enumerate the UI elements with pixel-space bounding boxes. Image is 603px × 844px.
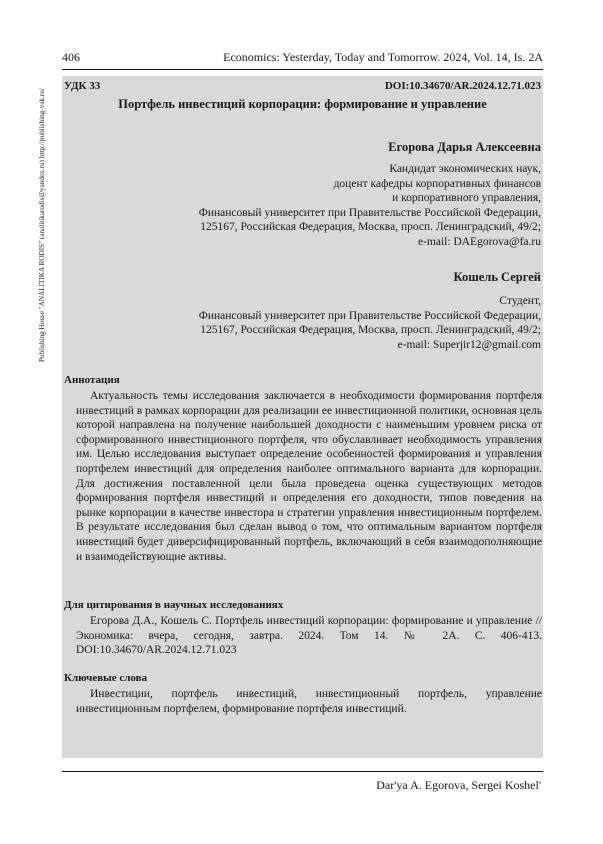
udk-label: УДК 33	[64, 80, 101, 92]
article-title: Портфель инвестиций корпорации: формирование и управление	[118, 97, 487, 111]
journal-header: Economics: Yesterday, Today and Tomorrow. 2024, Vol. 14, Is. 2A	[223, 50, 543, 64]
affiliation-line: Студент,	[499, 295, 541, 307]
abstract-heading: Аннотация	[64, 374, 120, 386]
affiliation-line: Финансовый университет при Правительстве Российской Федерации,	[198, 206, 541, 219]
author-email: e-mail: DAEgorova@fa.ru	[418, 235, 541, 248]
citation-text: Егорова Д.А., Кошель С. Портфель инвестиций корпорации: формирование и управление // Экономика: вчера, сегодня, завтра. 2024. Том 14. № 2А. С. 406-413. DOI:10.34670/AR.2024.12.71.023	[76, 615, 542, 657]
affiliation-line: и корпоративного управления,	[392, 192, 541, 205]
affiliation-line: 125167, Российская Федерация, Москва, просп. Ленинградский, 49/2;	[200, 221, 541, 234]
affiliation-line: Кандидат экономических наук,	[389, 163, 541, 175]
citation-heading: Для цитирования в научных исследованиях	[64, 599, 284, 611]
footer-authors: Dar'ya A. Egorova, Sergei Koshel'	[376, 778, 541, 792]
author-affiliation	[141, 294, 541, 352]
abstract-text: Актуальность темы исследования заключается в необходимости формирования портфеля инвестиций в рамках корпорации для реализации ее инвестиционной политики, основная цель которой направлена на получение наибольшей доходности с наименьшим уровнем риска от сформированного инвестиционного портфеля, что обуславливает необходимость управления им. Целью исследования выступает определение особенностей формирования и управления портфелем инвестиций для определения наиболее оптимального варианта для корпорации. Для достижения поставленной цели была проведена оценка существующих методов формирования портфеля инвестиций и определения его доходности, типов поведения на рынке корпорации в качестве инвестора и стратегии управления инвестиционным портфелем. В результате исследования был сделан вывод о том, что оптимальным вариантом портфеля инвестиций будет диверсифицированный портфель, включающий в себя взаимодополняющие и взаимодействующие активы.	[76, 390, 542, 563]
author-name: Егорова Дарья Алексеевна	[388, 140, 541, 154]
author-name: Кошель Сергей	[453, 270, 541, 284]
author-affiliation	[141, 162, 541, 250]
header-rule	[62, 69, 543, 70]
page-number: 406	[62, 50, 80, 64]
publisher-side-note: Publishing House "ANALITIKA RODIS" (analitikarodis@yandex.ru) http://publishing-vak.ru/	[38, 88, 46, 362]
affiliation-line: Финансовый университет при Правительстве Российской Федерации,	[198, 309, 541, 322]
keywords-text: Инвестиции, портфель инвестиций, инвестиционный портфель, управление инвестиционным портфелем, формирование портфеля инвестиций.	[76, 688, 542, 715]
keywords-heading: Ключевые слова	[64, 672, 148, 684]
author-email: e-mail: Superjir12@gmail.com	[397, 338, 541, 351]
affiliation-line: 125167, Российская Федерация, Москва, просп. Ленинградский, 49/2;	[200, 324, 541, 337]
footer-rule	[62, 771, 543, 772]
doi-label: DOI:10.34670/AR.2024.12.71.023	[384, 80, 541, 92]
affiliation-line: доцент кафедры корпоративных финансов	[333, 177, 541, 190]
